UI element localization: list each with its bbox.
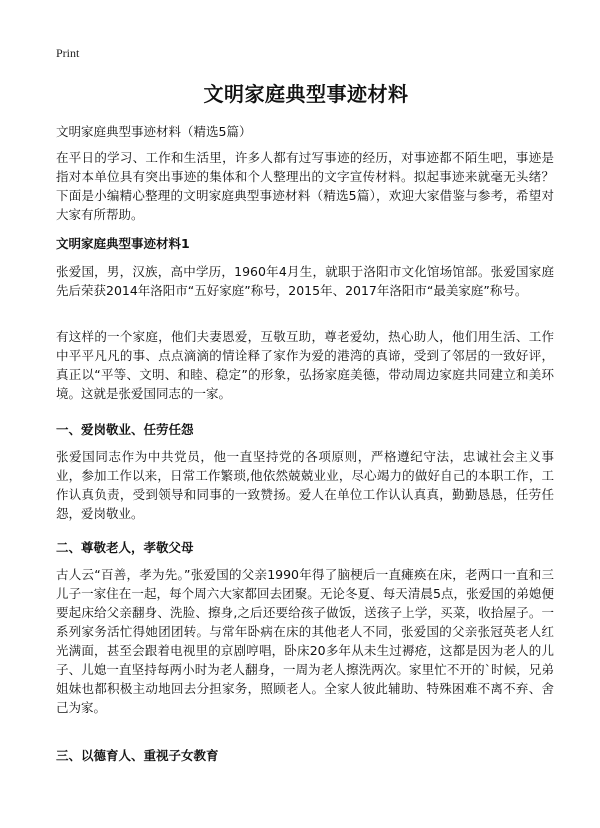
subheading-elders: 二、尊敬老人，孝敬父母: [56, 540, 194, 555]
profile-paragraph: 张爱国，男，汉族，高中学历，1960年4月生，就职于洛阳市文化馆场馆部。张爱国家庭先后荣获2014年洛阳市“五好家庭”称号，2015年、2017年洛阳市“最美家庭”称号。: [56, 264, 554, 298]
subheading-education: 三、以德育人、重视子女教育: [56, 748, 219, 763]
section-heading: 文明家庭典型事迹材料1: [56, 236, 190, 251]
intro-paragraph: 在平日的学习、工作和生活里，许多人都有过写事迹的经历，对事迹都不陌生吧，事迹是指对本单位具有突出事迹的集体和个人整理出的文字宣传材料。拟起事迹来就毫无头绪？下面是小编精心整理的文明家庭典型事迹材料（精选5篇），欢迎大家借鉴与参考，希望对大家有所帮助。: [56, 150, 554, 222]
work-paragraph: 张爱国同志作为中共党员，他一直坚持党的各项原则，严格遵纪守法，忠诚社会主义事业，参加工作以来，日常工作繁琐,他依然兢兢业业，尽心竭力的做好自己的本职工作，工作认真负责，受到领导和同事的一致赞扬。爱人在单位工作认认真真，勤勤恳恳，任劳任怨，爱岗敬业。: [56, 449, 554, 521]
page-title: 文明家庭典型事迹材料: [203, 82, 409, 106]
subheading-work: 一、爱岗敬业、任劳任怨: [56, 422, 194, 437]
elders-paragraph: 古人云“百善，孝为先。”张爱国的父亲1990年得了脑梗后一直瘫痪在床，老两口一直和三儿子一家住在一起，每个周六大家都回去团聚。无论冬夏、每天清晨5点，张爱国的弟媳便要起床给父亲翻身、洗脸、擦身,之后还要给孩子做饭，送孩子上学，买菜，收拾屋子。一系列家务活忙得她团团转。与常年卧病在床的其他老人不同，张爱国的父亲张冠英老人红光满面，甚至会跟着电视里的京剧哼唱，卧床20多年从未生过褥疮，这都是因为老人的儿子、儿媳一直坚持每两小时为老人翻身，一周为老人擦洗两次。家里忙不开的`时候，兄弟姐妹也都积极主动地回去分担家务，照顾老人。全家人彼此辅助、特殊困难不离不弃、舍己为家。: [56, 567, 554, 715]
print-link[interactable]: Print: [56, 46, 80, 60]
document-subtitle: 文明家庭典型事迹材料（精选5篇）: [56, 124, 252, 139]
family-paragraph: 有这样的一个家庭，他们夫妻恩爱，互敬互助，尊老爱幼，热心助人，他们用生活、工作中平平凡凡的事、点点滴滴的情诠释了家作为爱的港湾的真谛，受到了邻居的一致好评，真正以“平等、文明、和睦、稳定”的形象，弘扬家庭美德，带动周边家庭共同建立和美环境。这就是张爱国同志的一家。: [56, 329, 554, 401]
